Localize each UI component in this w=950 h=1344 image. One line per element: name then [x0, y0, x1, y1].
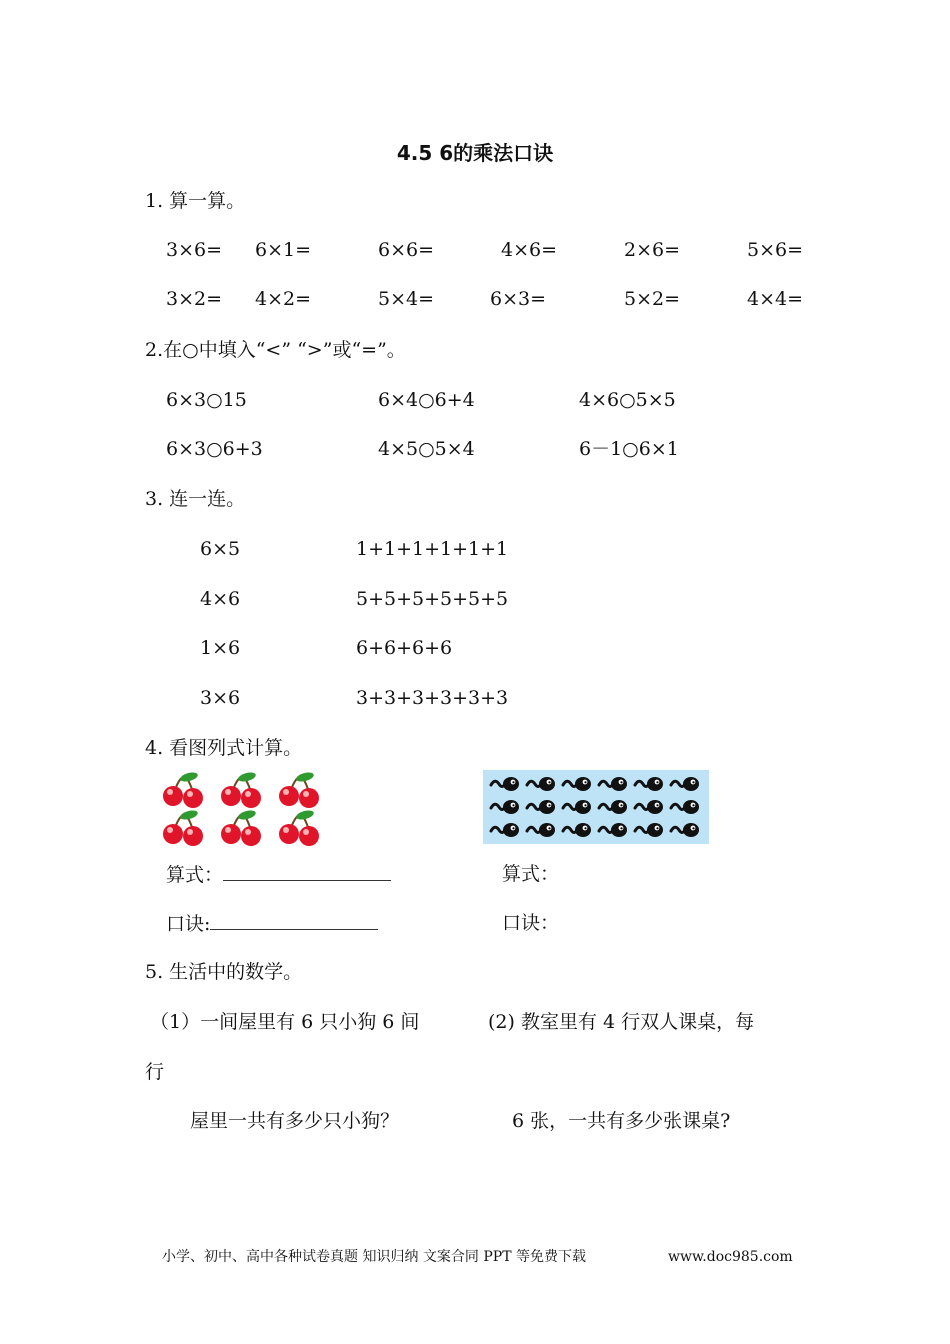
- q5-heading: 5. 生活中的数学。: [145, 961, 303, 983]
- q2-item: 4×6○5×5: [579, 389, 676, 411]
- q2-item: 6×3○15: [166, 389, 247, 411]
- q3-left-item: 6×5: [200, 538, 241, 560]
- q1-item: 5×6=: [747, 239, 804, 261]
- tadpoles-picture: [483, 770, 709, 844]
- q3-heading: 3. 连一连。: [145, 488, 246, 510]
- q1-item: 6×6=: [378, 239, 435, 261]
- formula-left-label: 算式：: [166, 864, 224, 886]
- formula-left-row: [166, 862, 391, 887]
- q3-right-item: 5+5+5+5+5+5: [356, 588, 509, 610]
- cherry-pair-icon: [163, 809, 203, 846]
- q1-item: 5×4=: [378, 288, 435, 310]
- q2-item: 6－1○6×1: [579, 438, 679, 460]
- q2-heading: 2.在○中填入“<” “>”或“=”。: [145, 339, 406, 361]
- q1-item: 6×3=: [490, 288, 547, 310]
- footer-text: 小学、初中、高中各种试卷真题 知识归纳 文案合同 PPT 等免费下载: [162, 1249, 586, 1265]
- q1-item: 4×4=: [747, 288, 804, 310]
- rhyme-right-label: 口诀：: [502, 912, 560, 934]
- q5-problem1-line1: （1）一间屋里有 6 只小狗 6 间: [150, 1011, 420, 1033]
- q2-item: 6×4○6+4: [378, 389, 475, 411]
- cherry-pair-icon: [221, 771, 261, 808]
- q1-item: 6×1=: [255, 239, 312, 261]
- q3-left-item: 4×6: [200, 588, 241, 610]
- footer-url[interactable]: www.doc985.com: [668, 1249, 793, 1265]
- q3-left-item: 1×6: [200, 637, 241, 659]
- q3-right-item: 6+6+6+6: [356, 637, 453, 659]
- cherry-pair-icon: [221, 809, 261, 846]
- cherry-pair-icon: [279, 771, 319, 808]
- q1-heading: 1. 算一算。: [145, 190, 246, 212]
- rhyme-left-blank[interactable]: [210, 911, 378, 930]
- rhyme-left-label: 口诀:: [166, 913, 211, 935]
- q4-heading: 4. 看图列式计算。: [145, 737, 303, 759]
- q3-left-item: 3×6: [200, 687, 241, 709]
- formula-right-label: 算式：: [502, 863, 560, 885]
- q5-problem1-line2: 屋里一共有多少只小狗？: [190, 1110, 400, 1132]
- q5-wrap-text: 行: [145, 1061, 165, 1083]
- q1-item: 4×2=: [255, 288, 312, 310]
- q3-right-item: 1+1+1+1+1+1: [356, 538, 509, 560]
- q1-item: 5×2=: [624, 288, 681, 310]
- q5-problem2-line2: 6 张，一共有多少张课桌?: [512, 1110, 731, 1132]
- q3-right-item: 3+3+3+3+3+3: [356, 687, 509, 709]
- q1-item: 4×6=: [501, 239, 558, 261]
- formula-left-blank[interactable]: [223, 862, 391, 881]
- cherry-pair-icon: [163, 771, 203, 808]
- cherries-picture: [155, 770, 325, 846]
- q2-item: 6×3○6+3: [166, 438, 263, 460]
- q1-item: 2×6=: [624, 239, 681, 261]
- page-title: 4.5 6的乘法口诀: [396, 141, 554, 165]
- q1-item: 3×6=: [166, 239, 223, 261]
- q2-item: 4×5○5×4: [378, 438, 475, 460]
- rhyme-left-row: [166, 911, 378, 936]
- cherry-pair-icon: [279, 809, 319, 846]
- q1-item: 3×2=: [166, 288, 223, 310]
- q5-problem2-line1: (2) 教室里有 4 行双人课桌，每: [488, 1011, 755, 1033]
